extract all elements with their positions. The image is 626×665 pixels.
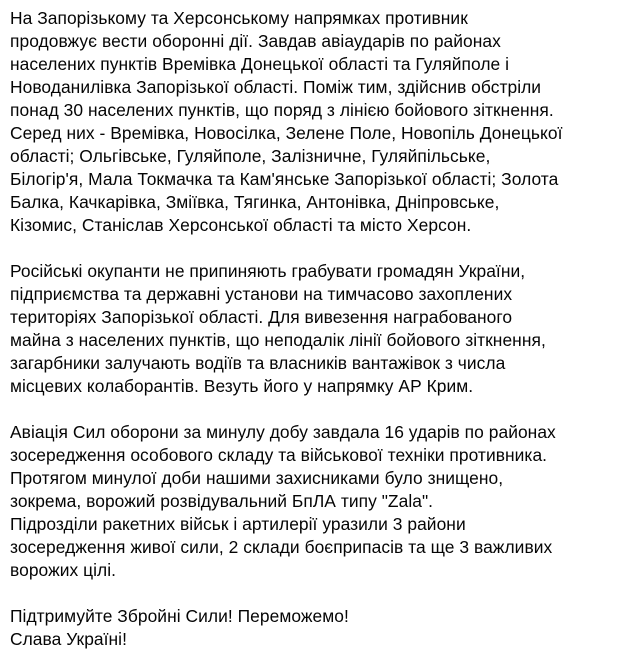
text-line: Балка, Качкарівка, Зміївка, Тягинка, Антонівка, Дніпровське, — [10, 192, 500, 212]
paragraph-defense-forces — [10, 421, 622, 582]
text-line: територіях Запорізької області. Для вивезення награбованого — [10, 307, 513, 327]
text-line: Підрозділи ракетних військ і артилерії уразили 3 райони — [10, 514, 466, 534]
text-line: понад 30 населених пунктів, що поряд з лінією бойового зіткнення. — [10, 100, 554, 120]
paragraph-closing — [10, 605, 622, 651]
text-line: Новоданилівка Запорізької області. Поміж тим, здійснив обстріли — [10, 77, 542, 97]
text-line: Російські окупанти не припиняють грабувати громадян України, — [10, 261, 526, 281]
text-line: місцевих колаборантів. Везуть його у напрямку АР Крим. — [10, 376, 474, 396]
text-line: зосередження живої сили, 2 склади боєприпасів та ще 3 важливих — [10, 537, 553, 557]
text-line: зокрема, ворожий розвідувальний БпЛА типу "Zala". — [10, 491, 434, 511]
text-line: Протягом минулої доби нашими захисниками було знищено, — [10, 468, 504, 488]
text-line: ворожих цілі. — [10, 560, 117, 580]
text-line: Авіація Сил оборони за минулу добу завдала 16 ударів по районах — [10, 422, 556, 442]
text-line: майна з населених пунктів, що неподалік лінії бойового зіткнення, — [10, 330, 546, 350]
text-line: продовжує вести оборонні дії. Завдав авіаударів по районах — [10, 31, 501, 51]
paragraph-front-situation — [10, 7, 622, 237]
text-line: Слава Україні! — [10, 629, 127, 649]
text-line: Підтримуйте Збройні Сили! Переможемо! — [10, 606, 349, 626]
paragraph-occupiers — [10, 260, 622, 398]
text-line: Білогір'я, Мала Токмачка та Кам'янське Запорізької області; Золота — [10, 169, 559, 189]
text-line: загарбники залучають водіїв та власників вантажівок з числа — [10, 353, 506, 373]
text-line: зосередження особового складу та військової техніки противника. — [10, 445, 548, 465]
text-line: На Запорізькому та Херсонському напрямках противник — [10, 8, 468, 28]
text-line: області; Ольгівське, Гуляйполе, Залізничне, Гуляйпільське, — [10, 146, 491, 166]
text-line: Кізомис, Станіслав Херсонської області та місто Херсон. — [10, 215, 472, 235]
text-line: підприємства та державні установи на тимчасово захоплених — [10, 284, 513, 304]
text-line: населених пунктів Времівка Донецької області та Гуляйполе і — [10, 54, 510, 74]
text-line: Серед них - Времівка, Новосілка, Зелене Поле, Новопіль Донецької — [10, 123, 563, 143]
post-body — [10, 7, 622, 651]
